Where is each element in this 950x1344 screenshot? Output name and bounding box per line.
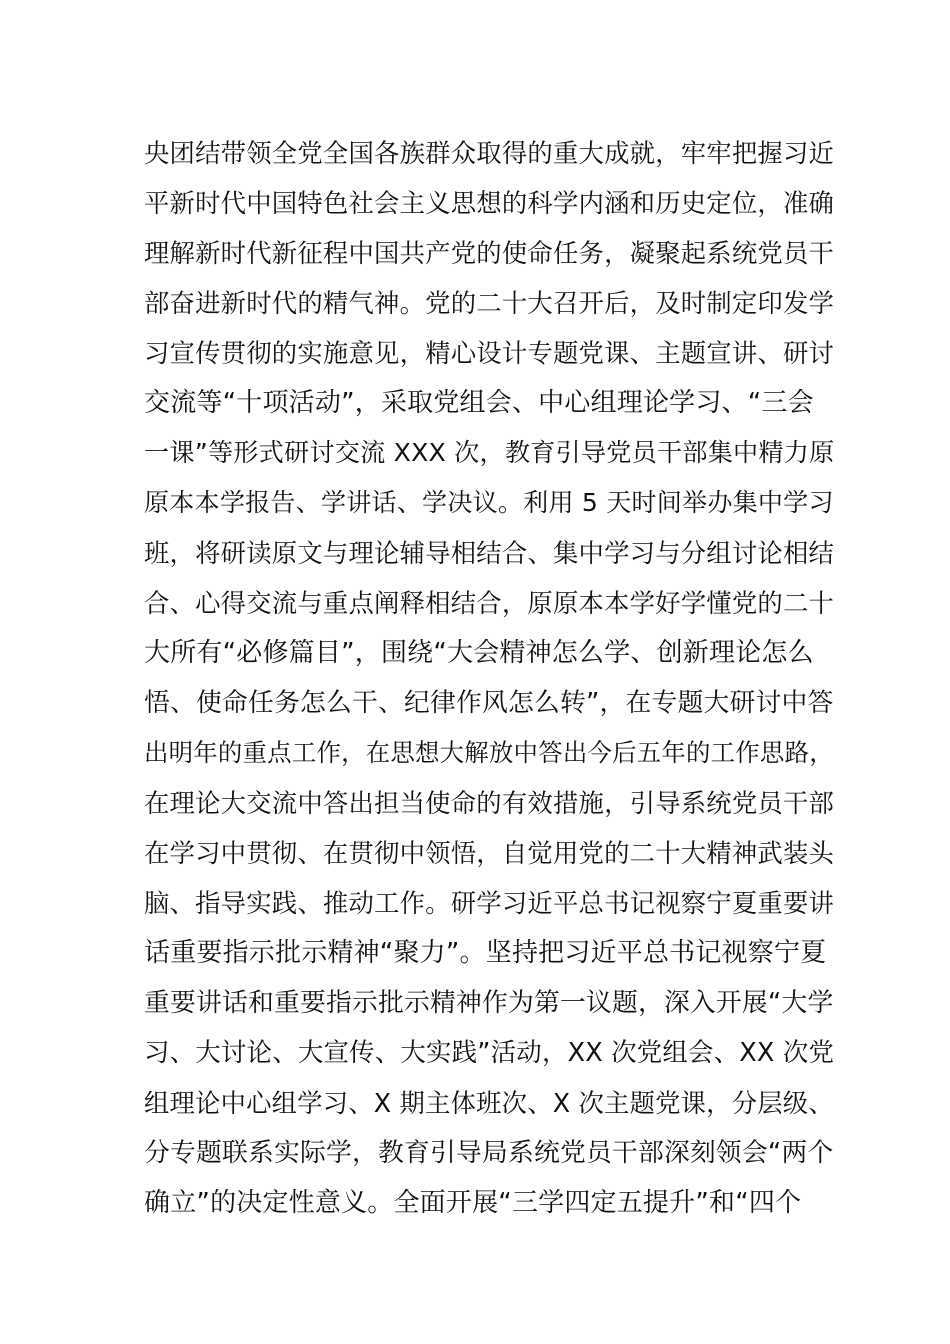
- text-line: 分专题联系实际学，教育引导局系统党员干部深刻领会“两个: [144, 1138, 834, 1168]
- text-line: 一课”等形式研讨交流 XXX 次，教育引导党员干部集中精力原: [144, 438, 835, 467]
- text-line: 在学习中贯彻、在贯彻中领悟，自觉用党的二十大精神武装头: [144, 838, 835, 868]
- text-line: 央团结带领全党全国各族群众取得的重大成就，牢牢把握习近: [144, 138, 835, 168]
- text-line: 部奋进新时代的精气神。党的二十大召开后，及时制定印发学: [144, 288, 835, 318]
- text-line: 悟、使命任务怎么干、纪律作风怎么转”，在专题大研讨中答: [144, 688, 834, 718]
- text-line: 习宣传贯彻的实施意见，精心设计专题党课、主题宣讲、研讨: [144, 338, 835, 368]
- text-line: 原本本学报告、学讲话、学决议。利用 5 天时间举办集中学习: [144, 488, 834, 517]
- text-line: 出明年的重点工作，在思想大解放中答出今后五年的工作思路，: [144, 738, 834, 767]
- text-line: 大所有“必修篇目”，围绕“大会精神怎么学、创新理论怎么: [144, 638, 814, 668]
- text-line: 交流等“十项活动”，采取党组会、中心组理论学习、“三会: [144, 388, 814, 418]
- text-line: 合、心得交流与重点阐释相结合，原原本本学好学懂党的二十: [144, 588, 835, 618]
- text-line: 话重要指示批示精神“聚力”。坚持把习近平总书记视察宁夏: [144, 938, 827, 968]
- text-line: 习、大讨论、大宣传、大实践”活动，XX 次党组会、XX 次党: [144, 1038, 835, 1068]
- text-line: 在理论大交流中答出担当使命的有效措施，引导系统党员干部: [144, 788, 835, 818]
- body-text: [144, 128, 835, 1228]
- text-line: 组理论中心组学习、X 期主体班次、X 次主题党课，分层级、: [144, 1088, 834, 1118]
- text-line: 确立”的决定性意义。全面开展“三学四定五提升”和“四个: [144, 1188, 802, 1218]
- text-line: 理解新时代新征程中国共产党的使命任务，凝聚起系统党员干: [144, 238, 835, 268]
- text-line: 平新时代中国特色社会主义思想的科学内涵和历史定位，准确: [144, 188, 835, 218]
- text-line: 班，将研读原文与理论辅导相结合、集中学习与分组讨论相结: [144, 538, 835, 568]
- text-line: 重要讲话和重要指示批示精神作为第一议题，深入开展“大学: [144, 988, 834, 1018]
- text-line: 脑、指导实践、推动工作。研学习近平总书记视察宁夏重要讲: [144, 888, 835, 918]
